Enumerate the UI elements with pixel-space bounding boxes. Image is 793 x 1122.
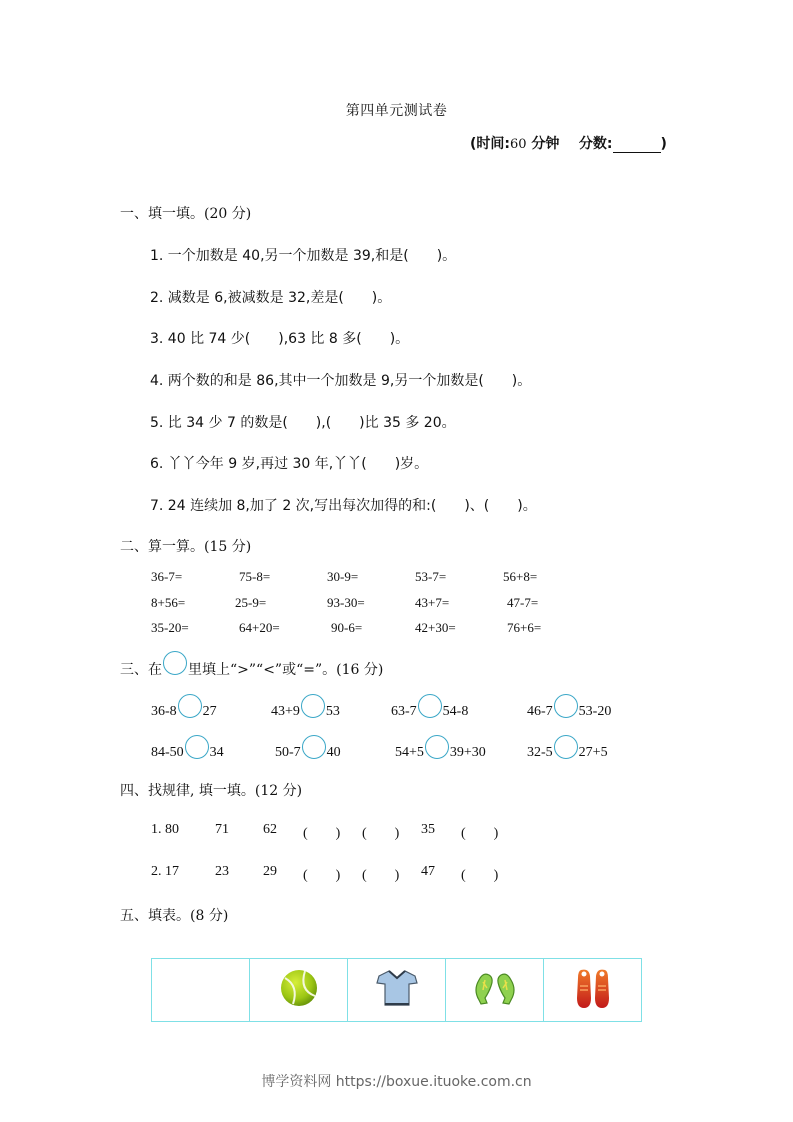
compare-item (151, 741, 224, 765)
compare-left: 36-8 (151, 704, 177, 719)
table-row (152, 959, 642, 1022)
sequence-item: 71 (215, 822, 229, 837)
answer-circle[interactable] (554, 735, 578, 759)
question-1-6: 6. 丫丫今年 9 岁,再过 30 年,丫丫( )岁。 (150, 456, 429, 472)
sequence-blank[interactable]: ( ) (303, 826, 341, 841)
calc-item: 64+20= (239, 620, 280, 635)
gloves-icon (471, 970, 519, 1006)
compare-left: 46-7 (527, 704, 553, 719)
calc-item: 56+8= (503, 569, 538, 584)
sequence-item: 23 (215, 864, 229, 879)
compare-left: 32-5 (527, 745, 553, 760)
answer-circle[interactable] (425, 735, 449, 759)
compare-item (275, 741, 341, 765)
exam-meta (470, 133, 667, 153)
sequence-item: 2. 17 (151, 864, 179, 879)
table-cell-gloves (446, 959, 544, 1022)
calc-item: 30-9= (327, 569, 359, 584)
compare-right: 54-8 (442, 704, 469, 719)
section-3-heading-post: 里填上“>”“<”或“=”。(16 分) (188, 662, 384, 678)
section-5-heading: 五、填表。(8 分) (120, 908, 229, 924)
table-cell-tennis-ball (250, 959, 348, 1022)
section-4-heading: 四、找规律, 填一填。(12 分) (120, 783, 303, 799)
score-blank[interactable] (613, 138, 661, 153)
sequence-item: 1. 80 (151, 822, 179, 837)
compare-left: 50-7 (275, 745, 301, 760)
time-value: 60 (510, 137, 527, 152)
footer-watermark: 博学资料网 https://boxue.ituoke.com.cn (261, 1074, 532, 1090)
compare-left: 63-7 (391, 704, 417, 719)
calc-item: 47-7= (507, 595, 539, 610)
compare-item (391, 700, 468, 724)
compare-right: 34 (209, 745, 224, 760)
question-1-1: 1. 一个加数是 40,另一个加数是 39,和是( )。 (150, 248, 457, 264)
sneakers-icon (571, 966, 615, 1010)
compare-right: 27+5 (578, 745, 608, 760)
compare-right: 40 (326, 745, 341, 760)
question-1-4: 4. 两个数的和是 86,其中一个加数是 9,另一个加数是( )。 (150, 373, 532, 389)
table-cell-label[interactable] (152, 959, 250, 1022)
time-unit: 分钟 (531, 136, 560, 152)
answer-circle[interactable] (178, 694, 202, 718)
compare-item (271, 700, 340, 724)
compare-right: 39+30 (449, 745, 486, 760)
close-paren: ) (660, 136, 667, 152)
sequence-blank[interactable]: ( ) (362, 868, 400, 883)
section-1-heading: 一、填一填。(20 分) (120, 206, 252, 222)
calc-item: 93-30= (327, 595, 365, 610)
compare-right: 53 (325, 704, 340, 719)
question-1-3: 3. 40 比 74 少( ),63 比 8 多( )。 (150, 331, 410, 347)
sequence-item: 62 (263, 822, 277, 837)
tennis-ball-icon (279, 968, 319, 1008)
answer-circle[interactable] (418, 694, 442, 718)
compare-left: 84-50 (151, 745, 184, 760)
compare-item (151, 700, 217, 724)
sequence-item: 47 (421, 864, 435, 879)
score-label: 分数: (578, 136, 613, 152)
section-3-heading-pre: 三、在 (120, 662, 162, 678)
compare-left: 43+9 (271, 704, 300, 719)
answer-circle[interactable] (301, 694, 325, 718)
calc-item: 76+6= (507, 620, 542, 635)
answer-circle[interactable] (302, 735, 326, 759)
calc-item: 25-9= (235, 595, 267, 610)
answer-circle[interactable] (185, 735, 209, 759)
compare-item (395, 741, 486, 765)
sequence-item: 29 (263, 864, 277, 879)
sequence-item: 35 (421, 822, 435, 837)
tshirt-icon (375, 969, 419, 1007)
compare-right: 27 (202, 704, 217, 719)
time-label: (时间: (470, 136, 510, 152)
calc-item: 8+56= (151, 595, 186, 610)
answer-circle[interactable] (554, 694, 578, 718)
page-title: 第四单元测试卷 (345, 103, 448, 119)
sequence-blank[interactable]: ( ) (303, 868, 341, 883)
compare-right: 53-20 (578, 704, 612, 719)
compare-item (527, 741, 608, 765)
calc-item: 42+30= (415, 620, 456, 635)
question-1-7: 7. 24 连续加 8,加了 2 次,写出每次加得的和:( )、( )。 (150, 498, 537, 514)
calc-item: 75-8= (239, 569, 271, 584)
calc-item: 53-7= (415, 569, 447, 584)
question-1-2: 2. 减数是 6,被减数是 32,差是( )。 (150, 290, 392, 306)
sequence-blank[interactable]: ( ) (461, 826, 499, 841)
calc-item: 35-20= (151, 620, 189, 635)
section-2-heading: 二、算一算。(15 分) (120, 539, 252, 555)
table-cell-sneakers (544, 959, 642, 1022)
calc-item: 36-7= (151, 569, 183, 584)
compare-left: 54+5 (395, 745, 424, 760)
calc-item: 90-6= (331, 620, 363, 635)
section-3-heading (120, 657, 383, 681)
question-1-5: 5. 比 34 少 7 的数是( ),( )比 35 多 20。 (150, 415, 456, 431)
calc-item: 43+7= (415, 595, 450, 610)
compare-item (527, 700, 611, 724)
sequence-blank[interactable]: ( ) (461, 868, 499, 883)
sequence-blank[interactable]: ( ) (362, 826, 400, 841)
table-cell-tshirt (348, 959, 446, 1022)
fill-table (151, 958, 642, 1022)
circle-icon (163, 651, 187, 675)
